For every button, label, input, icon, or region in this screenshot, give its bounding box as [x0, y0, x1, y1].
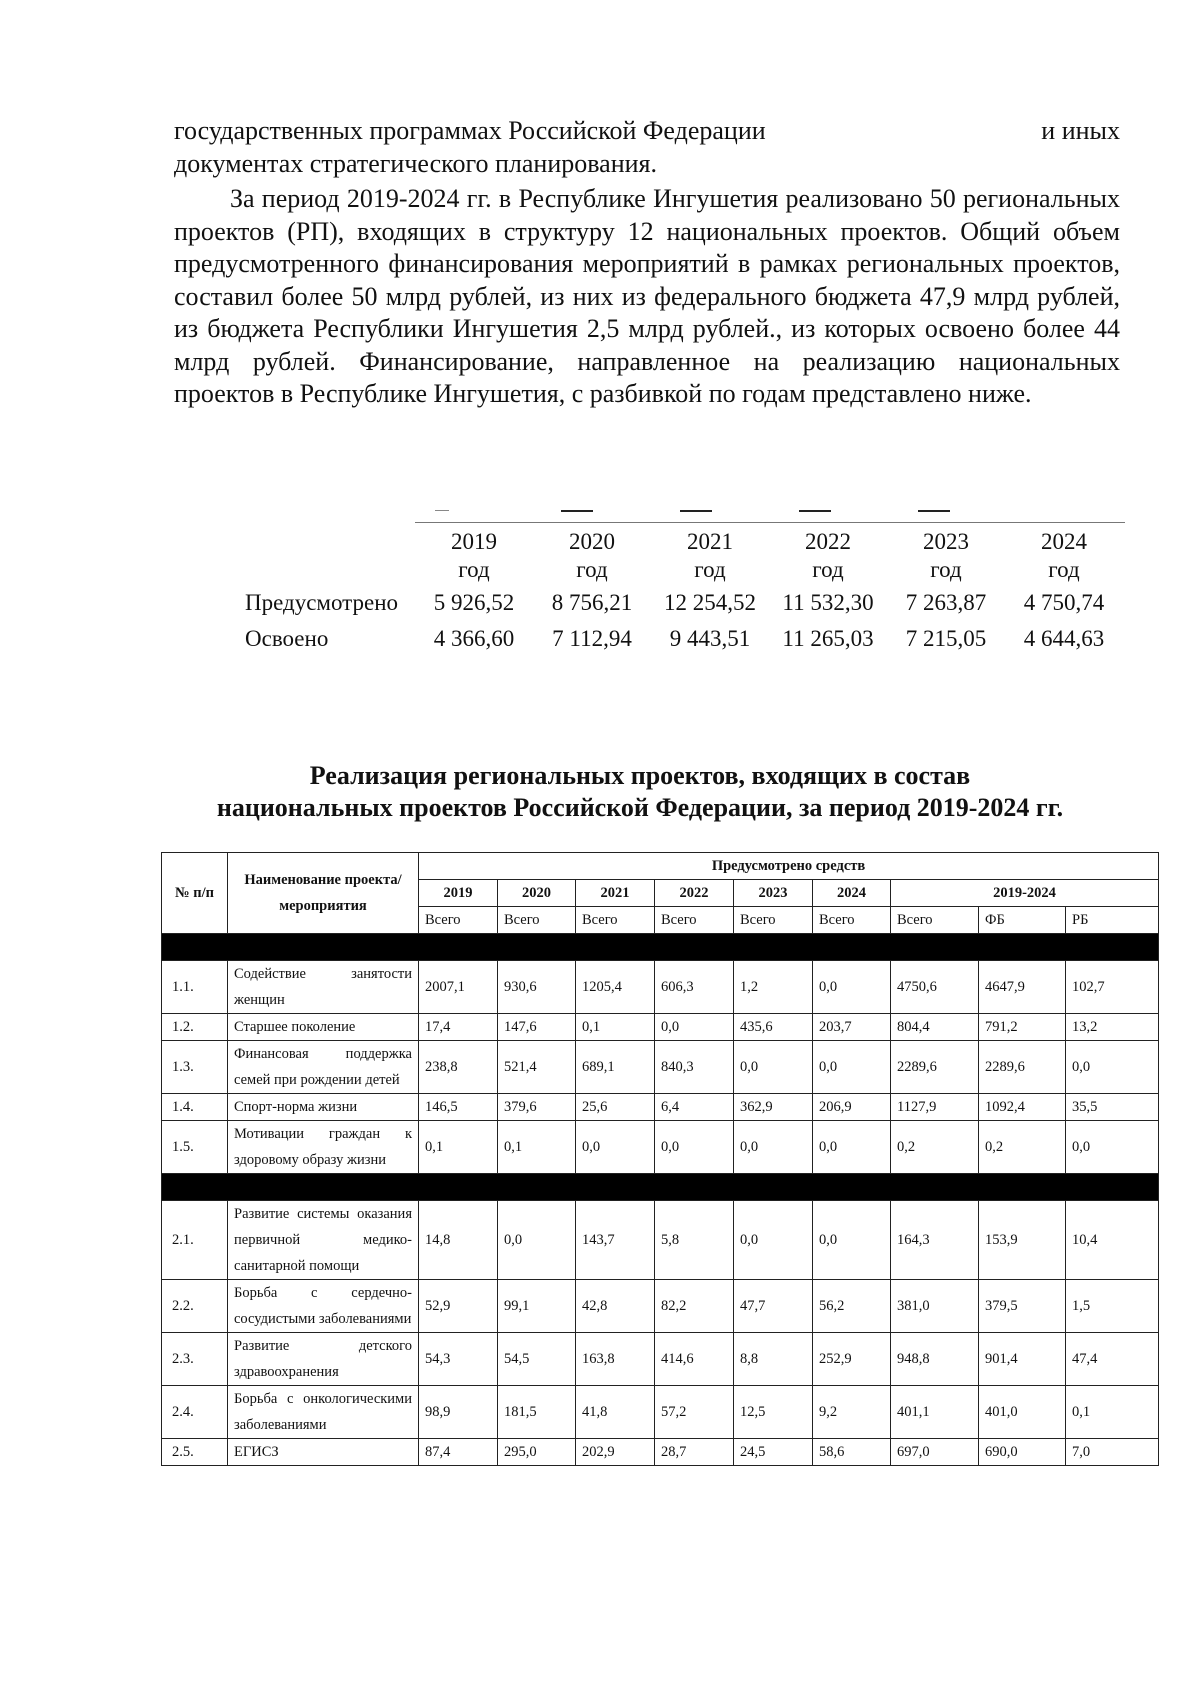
financing-row-spent: [245, 621, 1123, 657]
amount-cell: 362,9: [734, 1094, 813, 1121]
table-row: [162, 1014, 1159, 1041]
amount-cell: 14,8: [419, 1201, 498, 1280]
row-number: 2.1.: [162, 1201, 228, 1280]
amount-cell: 0,0: [813, 961, 891, 1014]
project-name: Борьба с сердечно-сосудистыми заболеваниями: [228, 1280, 419, 1333]
financing-year-suffix: год: [930, 557, 962, 582]
amount-cell: 0,0: [655, 1014, 734, 1041]
amount-cell: 202,9: [576, 1439, 655, 1466]
amount-cell: 4647,9: [979, 961, 1066, 1014]
amount-cell: 379,6: [498, 1094, 576, 1121]
header-row-1: [162, 853, 1159, 880]
amount-cell: 24,5: [734, 1439, 813, 1466]
financing-header-rule: [415, 502, 1125, 524]
amount-cell: 0,0: [734, 1201, 813, 1280]
amount-cell: 164,3: [891, 1201, 979, 1280]
financing-value: 7 112,94: [552, 626, 632, 651]
amount-cell: 0,0: [655, 1121, 734, 1174]
amount-cell: 930,6: [498, 961, 576, 1014]
col-name-header: Наименование проекта/мероприятия: [228, 853, 419, 934]
amount-cell: 35,5: [1066, 1094, 1159, 1121]
amount-cell: 381,0: [891, 1280, 979, 1333]
year-header: 2024: [813, 880, 891, 907]
financing-corner: [245, 527, 415, 556]
financing-year-suffix: год: [694, 557, 726, 582]
amount-cell: 948,8: [891, 1333, 979, 1386]
rule-mark: [680, 510, 712, 512]
amount-cell: 2289,6: [891, 1041, 979, 1094]
project-name: Развитие детского здравоохранения: [228, 1333, 419, 1386]
amount-cell: 5,8: [655, 1201, 734, 1280]
amount-cell: 414,6: [655, 1333, 734, 1386]
amount-cell: 143,7: [576, 1201, 655, 1280]
amount-cell: 41,8: [576, 1386, 655, 1439]
financing-year: 2020: [569, 528, 615, 554]
year-header: 2021: [576, 880, 655, 907]
year-header: 2020: [498, 880, 576, 907]
table-row: [162, 1121, 1159, 1174]
amount-cell: 791,2: [979, 1014, 1066, 1041]
table-row: [162, 1094, 1159, 1121]
rule-mark: [561, 510, 593, 512]
project-name: Старшее поколение: [228, 1014, 419, 1041]
amount-cell: 52,9: [419, 1280, 498, 1333]
financing-value: 7 215,05: [905, 626, 987, 651]
amount-cell: 238,8: [419, 1041, 498, 1094]
row-number: 1.3.: [162, 1041, 228, 1094]
rule-mark: [799, 510, 831, 512]
amount-cell: 54,3: [419, 1333, 498, 1386]
financing-year: 2023: [923, 528, 969, 554]
amount-cell: 901,4: [979, 1333, 1066, 1386]
amount-cell: 379,5: [979, 1280, 1066, 1333]
amount-cell: 697,0: [891, 1439, 979, 1466]
amount-cell: 47,4: [1066, 1333, 1159, 1386]
amount-cell: 163,8: [576, 1333, 655, 1386]
amount-cell: 153,9: [979, 1201, 1066, 1280]
amount-cell: 0,1: [419, 1121, 498, 1174]
section-separator-bar: [162, 1174, 1159, 1201]
table-row: [162, 1041, 1159, 1094]
amount-cell: 146,5: [419, 1094, 498, 1121]
project-name: Мотивации граждан к здоровому образу жизни: [228, 1121, 419, 1174]
sub-header-total: Всего: [498, 907, 576, 934]
amount-cell: 181,5: [498, 1386, 576, 1439]
financing-value: 11 265,03: [782, 626, 874, 651]
sub-header-total: Всего: [734, 907, 813, 934]
amount-cell: 295,0: [498, 1439, 576, 1466]
projects-table: [161, 852, 1159, 1466]
sub-header-rb: РБ: [1066, 907, 1159, 934]
amount-cell: 435,6: [734, 1014, 813, 1041]
rule-base: [415, 522, 1125, 523]
amount-cell: 0,2: [979, 1121, 1066, 1174]
table-heading-line-1: Реализация региональных проектов, входящих в состав: [309, 761, 971, 790]
amount-cell: 0,0: [813, 1041, 891, 1094]
amount-cell: 2007,1: [419, 961, 498, 1014]
amount-cell: 606,3: [655, 961, 734, 1014]
financing-value: 8 756,21: [551, 590, 633, 615]
financing-corner: [245, 556, 415, 585]
row-number: 2.5.: [162, 1439, 228, 1466]
amount-cell: 9,2: [813, 1386, 891, 1439]
section-separator-row: [162, 1174, 1159, 1201]
amount-cell: 25,6: [576, 1094, 655, 1121]
financing-value: 7 263,87: [905, 590, 987, 615]
amount-cell: 47,7: [734, 1280, 813, 1333]
project-name: Спорт-норма жизни: [228, 1094, 419, 1121]
financing-year-suffix: год: [576, 557, 608, 582]
table-row: [162, 1439, 1159, 1466]
amount-cell: 6,4: [655, 1094, 734, 1121]
amount-cell: 1,5: [1066, 1280, 1159, 1333]
table-row: [162, 1201, 1159, 1280]
amount-cell: 252,9: [813, 1333, 891, 1386]
amount-cell: 804,4: [891, 1014, 979, 1041]
project-name: Борьба с онкологическими заболеваниями: [228, 1386, 419, 1439]
amount-cell: 102,7: [1066, 961, 1159, 1014]
sub-header-total: Всего: [576, 907, 655, 934]
amount-cell: 87,4: [419, 1439, 498, 1466]
financing-year-suffix: год: [812, 557, 844, 582]
section-separator-row: [162, 934, 1159, 961]
financing-value: 4 750,74: [1023, 590, 1105, 615]
row-number: 2.2.: [162, 1280, 228, 1333]
sub-header-total: Всего: [891, 907, 979, 934]
financing-value: 5 926,52: [433, 590, 515, 615]
intro-line-1-right: и иных: [1041, 116, 1120, 145]
amount-cell: 7,0: [1066, 1439, 1159, 1466]
amount-cell: 82,2: [655, 1280, 734, 1333]
amount-cell: 99,1: [498, 1280, 576, 1333]
col-group-header: Предусмотрено средств: [419, 853, 1159, 880]
amount-cell: 1127,9: [891, 1094, 979, 1121]
amount-cell: 56,2: [813, 1280, 891, 1333]
year-header: 2022: [655, 880, 734, 907]
summary-paragraph: За период 2019-2024 гг. в Республике Ингушетия реализовано 50 региональных проектов (РП), входящих в структуру 12 национальных проектов. Общий объем предусмотренного финансирования мероприятий в рамках региональных проектов, составил более 50 млрд рублей, из них из федерального бюджета 47,9 млрд рублей, из бюджета Республики Ингушетия 2,5 млрд рублей., из которых освоено более 44 млрд рублей. Финансирование, направленное на реализацию национальных проектов в Республике Ингушетия, с разбивкой по годам представлено ниже.: [174, 184, 1120, 408]
amount-cell: 1092,4: [979, 1094, 1066, 1121]
amount-cell: 0,0: [813, 1121, 891, 1174]
financing-year: 2024: [1041, 528, 1087, 554]
amount-cell: 689,1: [576, 1041, 655, 1094]
amount-cell: 0,0: [734, 1041, 813, 1094]
financing-value: 4 644,63: [1023, 626, 1105, 651]
table-row: [162, 1333, 1159, 1386]
project-name: Финансовая поддержка семей при рождении детей: [228, 1041, 419, 1094]
table-heading: [160, 760, 1120, 824]
amount-cell: 0,1: [1066, 1386, 1159, 1439]
amount-cell: 28,7: [655, 1439, 734, 1466]
financing-years-row: [245, 527, 1123, 556]
amount-cell: 0,1: [498, 1121, 576, 1174]
amount-cell: 521,4: [498, 1041, 576, 1094]
amount-cell: 1205,4: [576, 961, 655, 1014]
financing-value: 9 443,51: [669, 626, 751, 651]
amount-cell: 0,2: [891, 1121, 979, 1174]
row-number: 1.5.: [162, 1121, 228, 1174]
project-name: ЕГИСЗ: [228, 1439, 419, 1466]
intro-line-2: документах стратегического планирования.: [174, 148, 657, 178]
table-row: [162, 961, 1159, 1014]
amount-cell: 58,6: [813, 1439, 891, 1466]
row-number: 2.3.: [162, 1333, 228, 1386]
amount-cell: 206,9: [813, 1094, 891, 1121]
amount-cell: 0,0: [1066, 1121, 1159, 1174]
amount-cell: 10,4: [1066, 1201, 1159, 1280]
financing-year: 2021: [687, 528, 733, 554]
amount-cell: 0,0: [1066, 1041, 1159, 1094]
rule-mark: [918, 510, 950, 512]
amount-cell: 690,0: [979, 1439, 1066, 1466]
financing-suffix-row: [245, 556, 1123, 585]
row-number: 1.4.: [162, 1094, 228, 1121]
row-number: 1.1.: [162, 961, 228, 1014]
financing-row-planned: [245, 585, 1123, 621]
amount-cell: 840,3: [655, 1041, 734, 1094]
year-range-header: 2019-2024: [891, 880, 1159, 907]
intro-paragraph-end: [174, 115, 1120, 180]
row-number: 2.4.: [162, 1386, 228, 1439]
amount-cell: 8,8: [734, 1333, 813, 1386]
sub-header-total: Всего: [655, 907, 734, 934]
amount-cell: 401,1: [891, 1386, 979, 1439]
table-heading-line-2: национальных проектов Российской Федерации, за период 2019-2024 гг.: [216, 793, 1064, 822]
year-header: 2019: [419, 880, 498, 907]
amount-cell: 2289,6: [979, 1041, 1066, 1094]
intro-line-1-left: государственных программах Российской Федерации: [174, 116, 766, 145]
financing-year: 2022: [805, 528, 851, 554]
amount-cell: 12,5: [734, 1386, 813, 1439]
amount-cell: 203,7: [813, 1014, 891, 1041]
project-name: Развитие системы оказания первичной медико-санитарной помощи: [228, 1201, 419, 1280]
amount-cell: 147,6: [498, 1014, 576, 1041]
sub-header-total: Всего: [813, 907, 891, 934]
amount-cell: 0,1: [576, 1014, 655, 1041]
col-number-header: № п/п: [162, 853, 228, 934]
projects-table-body: [162, 853, 1159, 1466]
financing-value: 4 366,60: [433, 626, 515, 651]
amount-cell: 0,0: [576, 1121, 655, 1174]
amount-cell: 0,0: [734, 1121, 813, 1174]
table-row: [162, 1280, 1159, 1333]
table-row: [162, 1386, 1159, 1439]
project-name: Содействие занятости женщин: [228, 961, 419, 1014]
financing-value: 11 532,30: [782, 590, 874, 615]
sub-header-fb: ФБ: [979, 907, 1066, 934]
amount-cell: 0,0: [813, 1201, 891, 1280]
amount-cell: 401,0: [979, 1386, 1066, 1439]
financing-table: [245, 527, 1123, 657]
financing-year-suffix: год: [458, 557, 490, 582]
year-header: 2023: [734, 880, 813, 907]
intro-line-1: [174, 115, 1120, 148]
amount-cell: 42,8: [576, 1280, 655, 1333]
financing-year-suffix: год: [1048, 557, 1080, 582]
rule-mark: [435, 510, 449, 511]
amount-cell: 13,2: [1066, 1014, 1159, 1041]
amount-cell: 1,2: [734, 961, 813, 1014]
section-separator-bar: [162, 934, 1159, 961]
amount-cell: 4750,6: [891, 961, 979, 1014]
amount-cell: 57,2: [655, 1386, 734, 1439]
amount-cell: 17,4: [419, 1014, 498, 1041]
sub-header-total: Всего: [419, 907, 498, 934]
amount-cell: 54,5: [498, 1333, 576, 1386]
row-number: 1.2.: [162, 1014, 228, 1041]
financing-row-label: Предусмотрено: [245, 590, 399, 615]
financing-row-label: Освоено: [245, 626, 329, 651]
financing-year: 2019: [451, 528, 497, 554]
amount-cell: 98,9: [419, 1386, 498, 1439]
amount-cell: 0,0: [498, 1201, 576, 1280]
financing-value: 12 254,52: [664, 590, 756, 615]
